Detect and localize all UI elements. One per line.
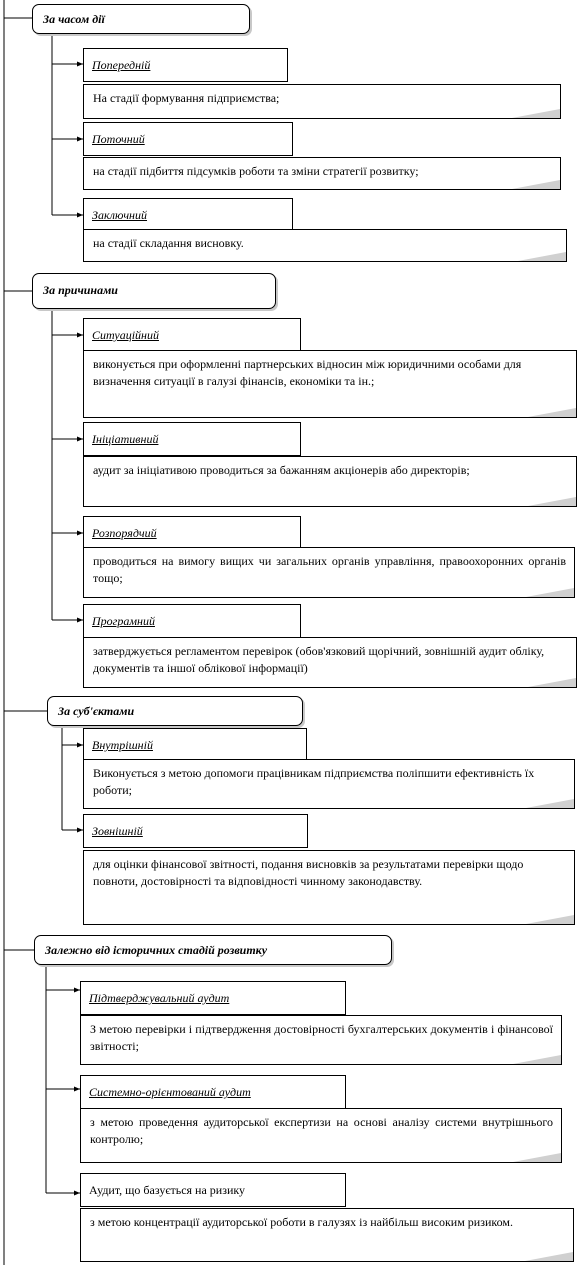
type-program: Програмний [83, 604, 301, 638]
type-risk-based-audit: Аудит, що базується на ризику [80, 1173, 346, 1207]
type-final: Заключний [83, 198, 293, 232]
desc-internal: Виконується з метою допомоги працівникам підприємства поліпшити ефективність їх роботи; [83, 759, 575, 809]
type-preliminary: Попередній [83, 48, 288, 82]
desc-initiative: аудит за ініціативою проводиться за бажанням акціонерів або директорів; [83, 456, 577, 507]
type-internal: Внутрішній [83, 728, 307, 762]
desc-directive: проводиться на вимогу вищих чи загальних органів управління, правоохоронних органів тощо; [83, 547, 575, 598]
desc-risk-based-audit: з метою концентрації аудиторської роботи в галузях із найбільш високим ризиком. [80, 1208, 574, 1262]
category-by-reasons: За причинами [32, 273, 276, 309]
desc-system-oriented-audit: з метою проведення аудиторської експертизи на основі аналізу системи внутрішнього контролю; [80, 1108, 562, 1163]
desc-current: на стадії підбиття підсумків роботи та зміни стратегії розвитку; [83, 157, 561, 190]
desc-preliminary: На стадії формування підприємства; [83, 84, 561, 119]
category-by-subjects: За суб'єктами [47, 696, 303, 726]
desc-confirmatory-audit: З метою перевірки і підтвердження достовірності бухгалтерських документів і фінансової звітності; [80, 1015, 562, 1065]
type-system-oriented-audit: Системно-орієнтований аудит [80, 1075, 346, 1109]
type-current: Поточний [83, 122, 293, 156]
desc-situational: виконується при оформленні партнерських відносин між юридичними особами для визначення ситуації в галузі фінансів, економіки та ін.; [83, 350, 577, 418]
category-by-historical-stages: Залежно від історичних стадій розвитку [34, 935, 392, 965]
type-external: Зовнішній [83, 814, 308, 848]
desc-external: для оцінки фінансової звітності, подання висновків за результатами перевірки щодо повноти, достовірності та відповідності чинному законодавству. [83, 850, 575, 925]
type-initiative: Ініціативний [83, 422, 301, 456]
category-by-time: За часом дії [32, 4, 250, 34]
type-directive: Розпорядчий [83, 516, 301, 550]
type-confirmatory-audit: Підтверджувальний аудит [80, 981, 346, 1015]
desc-program: затверджується регламентом перевірок (обов'язковий щорічний, зовнішній аудит обліку, документів та іншої облікової інформації) [83, 637, 577, 688]
desc-final: на стадії складання висновку. [83, 229, 567, 262]
type-situational: Ситуаційний [83, 318, 301, 352]
